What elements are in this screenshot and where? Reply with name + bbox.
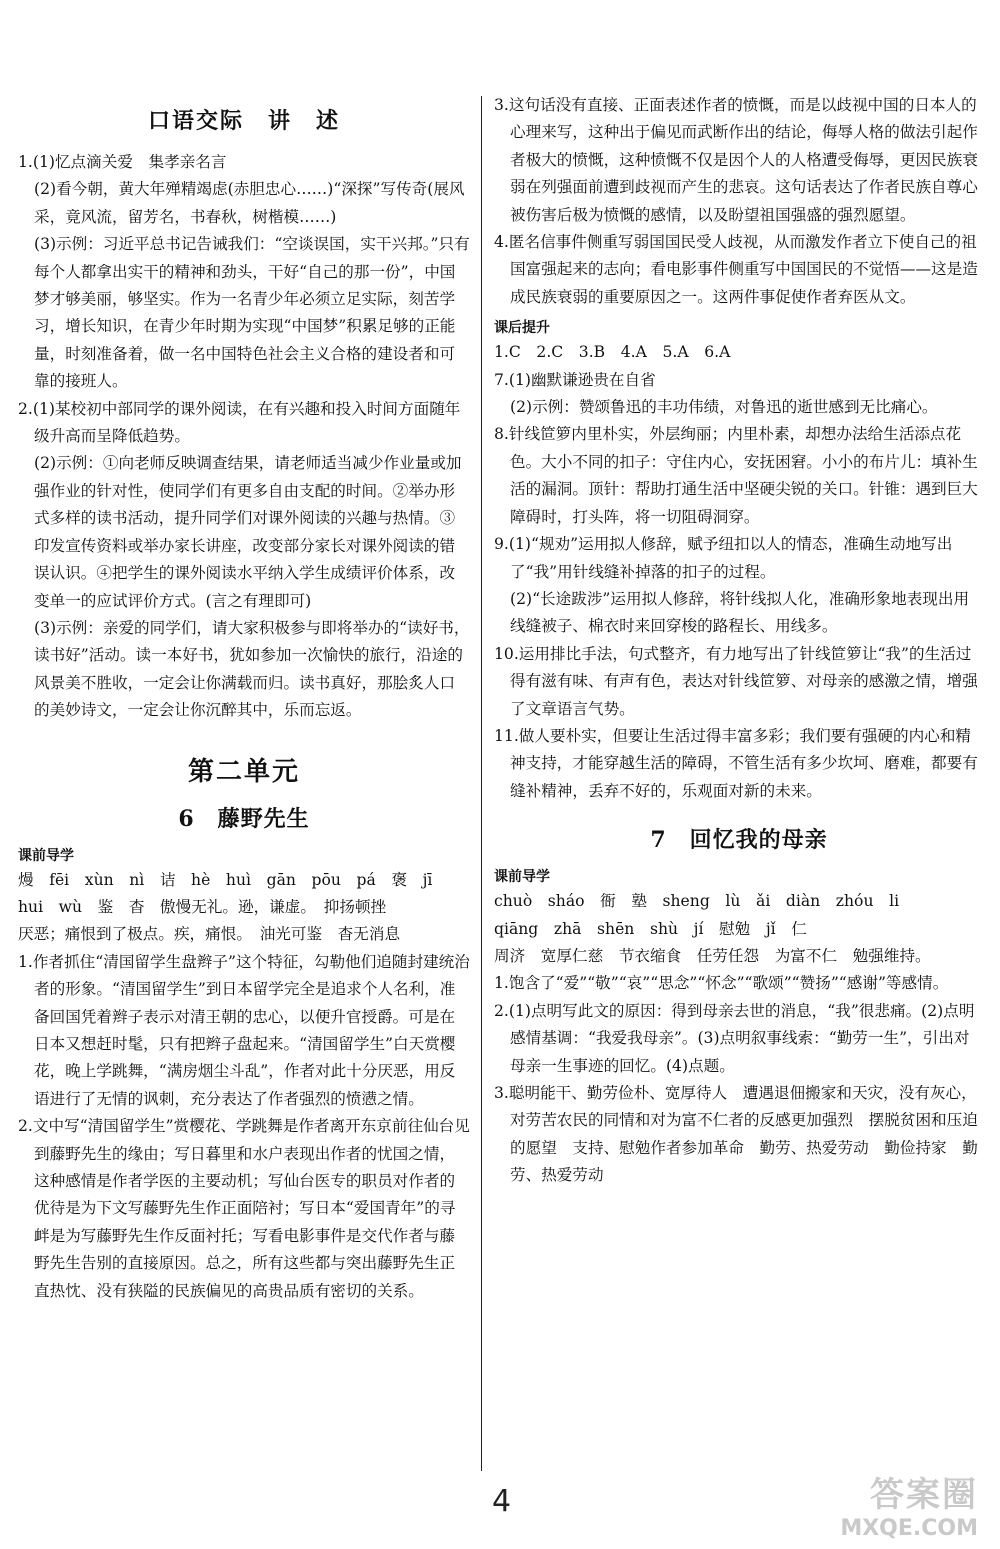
pinyin-line: 周济 宽厚仁慈 节衣缩食 任劳任怨 为富不仁 勉强维持。 bbox=[494, 946, 931, 965]
answer-item: (2)“长途跋涉”运用拟人修辞，将针线拟人化，准确形象地表现出用线缝被子、棉衣时来回穿梭的路程长、用线多。 bbox=[510, 589, 970, 636]
pinyin-line: chuò sháo 衙 塾 sheng lù ǎi diàn zhóu li bbox=[494, 892, 900, 911]
post-class-label: 课后提升 bbox=[494, 320, 550, 337]
answer-item: (3)示例：亲爱的同学们，请大家积极参与即将举办的“读好书，读书好”活动。读一本好书，犹如参加一次愉快的旅行，沿途的风景美不胜收，一定会让你满载而归。读书真好，那脍炙人口的美妙诗文，一定会让你沉醉其中，乐而忘返。 bbox=[34, 618, 470, 720]
pinyin-line: 熳 fēi xùn nì 诘 hè huì gān pōu pá 褒 jī bbox=[18, 870, 433, 889]
pinyin-line: 厌恶；痛恨到了极点。疾，痛恨。 油光可鉴 杳无消息 bbox=[18, 925, 401, 944]
answer-item: 1.(1)忆点滴关爱 集孝亲名言 bbox=[18, 153, 227, 171]
left-column bbox=[18, 92, 470, 1305]
answer-item: 9.(1)“规劝”运用拟人修辞，赋予纽扣以人的情态，准确生动地写出了“我”用针线缝补掉落的扣子的过程。 bbox=[494, 535, 953, 581]
answer-item: 7.(1)幽默谦逊贵在自省 bbox=[494, 370, 656, 389]
right-column bbox=[494, 92, 984, 1190]
answer-item: (2)示例：赞颂鲁迅的丰功伟绩，对鲁迅的逝世感到无比痛心。 bbox=[510, 398, 938, 417]
answer-item: (2)示例：①向老师反映调查结果，请老师适当减少作业量或加强作业的针对性，使同学们有更多自由支配的时间。②举办形式多样的读书活动，提升同学们对课外阅读的兴趣与热情。③印发宣传资料或举办家长讲座，改变部分家长对课外阅读的错误认识。④把学生的课外阅读水平纳入学生成绩评价体系，改变单一的应试评价方式。(言之有理即可) bbox=[34, 454, 462, 610]
page-number: 4 bbox=[492, 1484, 512, 1519]
answer-item: 11.做人要朴实，但要让生活过得丰富多彩；我们要有强硬的内心和精神支持，才能穿越生活的障碍，不管生活有多少坎坷、磨难，都要有缝补精神，丢弃不好的，乐观面对新的未来。 bbox=[494, 726, 978, 800]
answer-item: 4.匿名信事件侧重写弱国国民受人歧视，从而激发作者立下使自己的祖国富强起来的志向；看电影事件侧重写中国国民的不觉悟——这是造成民族衰弱的重要原因之一。这两件事促使作者弃医从文。 bbox=[494, 233, 978, 306]
lesson-7-title: 7 回忆我的母亲 bbox=[650, 827, 828, 854]
answer-item: 3.聪明能干、勤劳俭朴、宽厚待人 遭遇退佃搬家和天灾，没有灰心，对劳苦农民的同情和对为富不仁者的反感更加强烈 摆脱贫困和压迫的愿望 支持、慰勉作者参加革命 勤劳、热爱劳动 勤俭持家 勤劳、热爱劳动 bbox=[494, 1084, 978, 1185]
pinyin-line: hui wù 鉴 杳 傲慢无礼。逊，谦虚。 抑扬顿挫 bbox=[18, 897, 387, 916]
answer-item: 8.针线笸箩内里朴实，外层绚丽；内里朴素，却想办法给生活添点花色。大小不同的扣子：守住内心，安抚困窘。小小的布片儿：填补生活的漏洞。顶针：帮助打通生活中坚硬尖锐的关口。针锥：遇到巨大障碍时，打头阵，将一切阻碍洞穿。 bbox=[494, 425, 978, 526]
answer-item: 2.文中写“清国留学生”赏樱花、学跳舞是作者离开东京前往仙台见到藤野先生的缘由；写日暮里和水户表现出作者的忧国之情，这种感情是作者学医的主要动机；写仙台医专的职员对作者的优待是为下文写藤野先生作正面陪衬；写日本“爱国青年”的寻衅是为写藤野先生作反面衬托；写看电影事件是交代作者与藤野先生告别的直接原因。总之，所有这些都与突出藤野先生正直热忱、没有狭隘的民族偏见的高贵品质有密切的关系。 bbox=[18, 1117, 470, 1300]
oral-communication-title: 口语交际 讲 述 bbox=[147, 108, 340, 134]
answer-item: 2.(1)某校初中部同学的课外阅读，在有兴趣和投入时间方面随年级升高而呈降低趋势。 bbox=[18, 399, 461, 446]
answer-item: 1.饱含了“爱”“敬”“哀”“思念”“怀念”“歌颂”“赞扬”“感谢”等感情。 bbox=[494, 974, 949, 993]
watermark-url: MXQE.COM bbox=[840, 1516, 978, 1541]
pre-study-label: 课前导学 bbox=[18, 847, 74, 864]
pinyin-line: qiāng zhā shēn shù jí 慰勉 jǐ 仁 bbox=[494, 919, 807, 938]
column-divider bbox=[481, 96, 482, 1471]
answer-item: 10.运用排比手法，句式整齐，有力地写出了针线笸箩让“我”的生活过得有滋有味、有声有色，表达对针线笸箩、对母亲的感激之情，增强了文章语言气势。 bbox=[494, 644, 978, 718]
pre-study-label: 课前导学 bbox=[494, 869, 550, 886]
answer-item: 1.作者抓住“清国留学生盘辫子”这个特征，勾勒他们追随封建统治者的形象。“清国留学生”到日本留学完全是追求个人名利，准备回国凭着辫子表示对清王朝的忠心，以便升官授爵。可是在日本又想赶时髦，只有把辫子盘起来。“清国留学生”白天赏樱花，晚上学跳舞，“满房烟尘斗乱”，作者对此十分厌恶，用反语进行了无情的讽刺，充分表达了作者强烈的愤懑之情。 bbox=[18, 952, 470, 1108]
answer-item: 1.C 2.C 3.B 4.A 5.A 6.A bbox=[494, 343, 731, 362]
answer-item: (3)示例：习近平总书记告诫我们：“空谈误国，实干兴邦。”只有每个人都拿出实干的精神和劲头，干好“自己的那一份”，中国梦才够美丽，够坚实。作为一名青少年必须立足实际，刻苦学习，增长知识，在青少年时期为实现“中国梦”积累足够的正能量，时刻准备着，做一名中国特色社会主义合格的建设者和可靠的接班人。 bbox=[34, 235, 470, 391]
unit-title: 第二单元 bbox=[187, 756, 300, 787]
answer-item: (2)看今朝，黄大年殚精竭虑(赤胆忠心……)“深探”写传奇(展风采，竟风流，留芳名，书春秋，树楷模……) bbox=[34, 180, 465, 226]
answer-item: 2.(1)点明写此文的原因：得到母亲去世的消息，“我”很悲痛。(2)点明感情基调：“我爱我母亲”。(3)点明叙事线索：“勤劳一生”，引出对母亲一生事迹的回忆。(4)点题。 bbox=[494, 1001, 975, 1075]
watermark-logo bbox=[840, 1467, 978, 1541]
watermark-logo-text: 答案圈 bbox=[870, 1475, 978, 1515]
answer-item: 3.这句话没有直接、正面表述作者的愤慨，而是以歧视中国的日本人的心理来写，这种出于偏见而武断作出的结论，侮辱人格的做法引起作者极大的愤慨，这种愤慨不仅是因个人的人格遭受侮辱，更因民族衰弱在列强面前遭到歧视而产生的悲哀。这句话表达了作者民族自尊心被伤害后极为愤慨的感情，以及盼望祖国强盛的强烈愿望。 bbox=[494, 96, 978, 224]
lesson-6-title: 6 藤野先生 bbox=[178, 805, 310, 832]
